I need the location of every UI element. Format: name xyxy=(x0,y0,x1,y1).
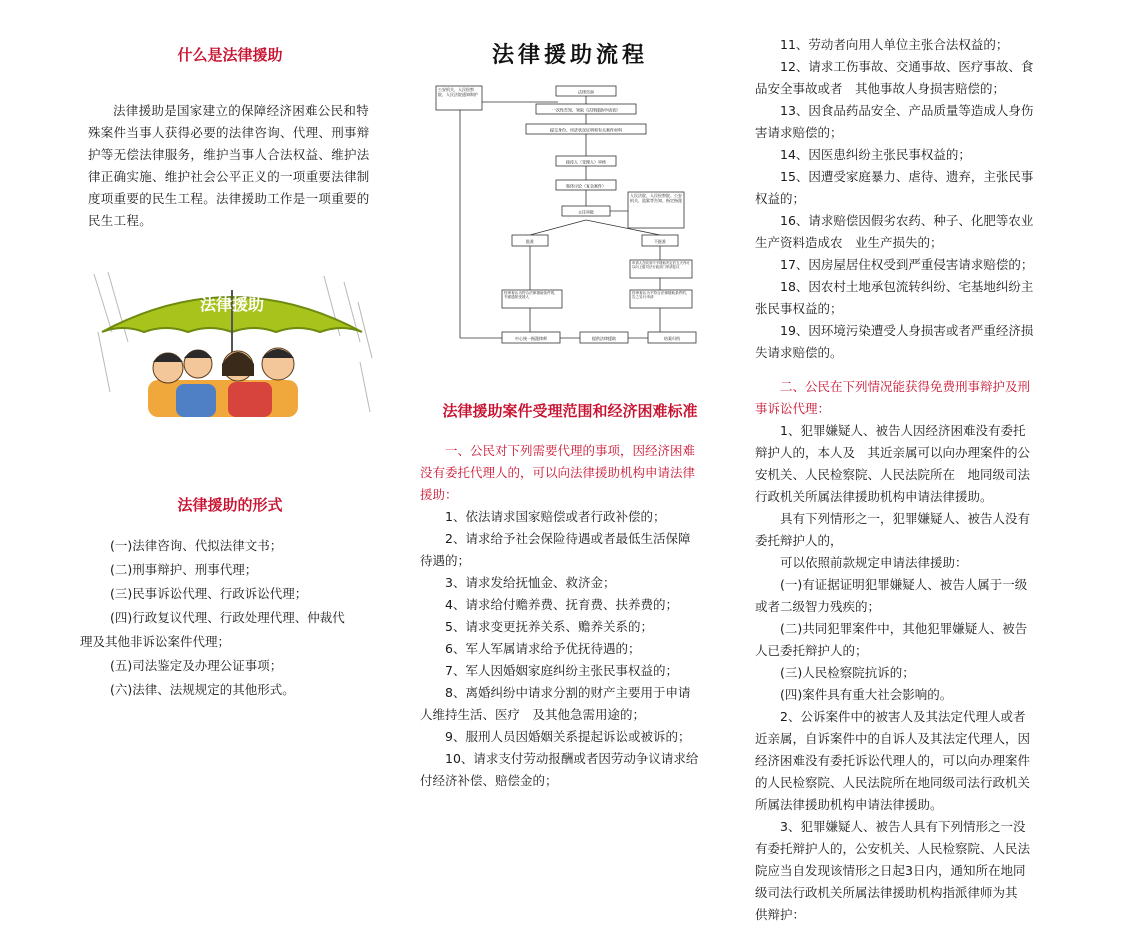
aid-forms-list xyxy=(80,534,380,702)
text-line: 援助： xyxy=(420,487,458,502)
text-line: 10、请求支付劳动报酬或者因劳动争议请求给 xyxy=(445,751,699,766)
text-line: 人维持生活、医疗 及其他急需用途的； xyxy=(420,707,646,722)
umbrella-label: 法律援助 xyxy=(200,295,265,314)
text-line: 近亲属，自诉案件中的自诉人及其法定代理人，因 xyxy=(755,731,1031,746)
text-line: 所属法律援助机构申请法律援助。 xyxy=(755,797,943,812)
text-line: 待遇的； xyxy=(420,553,471,568)
text-line: 12、请求工伤事故、交通事故、医疗事故、食 xyxy=(780,59,1034,74)
text-line: 辩护人的，本人及 其近亲属可以向办理案件的公 xyxy=(755,445,1031,460)
text-line: 2、请求给予社会保险待遇或者最低生活保障 xyxy=(445,531,691,546)
text-line: 事诉讼代理： xyxy=(755,401,831,416)
text-line: 失请求赔偿的。 xyxy=(755,345,843,360)
flow-node: 人民法院、人民检察院、公安机关、监狱等告知、指定指派 xyxy=(630,193,682,203)
text-line: 7、军人因婚姻家庭纠纷主张民事权益的； xyxy=(445,663,678,678)
process-title: 法律援助流程 xyxy=(491,43,648,68)
text-line: 16、请求赔偿因假劣农药、种子、化肥等农业 xyxy=(780,213,1034,228)
legal-aid-intro: 法律援助是国家建立的保障经济困难公民和特殊案件当事人获得必要的法律咨询、代理、刑事辩护等无偿法律服务，维护当事人合法权益、维护法律正确实施、维护社会公平正义的一项重要法律制度项重要的民生工程。法律援助工作是一项重要的民生工程。 xyxy=(88,103,370,228)
family-figures xyxy=(148,348,298,417)
text-line: 的人民检察院、人民法院所在地同级司法行政机关 xyxy=(755,775,1031,790)
flow-node: 批准 xyxy=(526,239,534,244)
list-item: (二)刑事辩护、刑事代理； xyxy=(110,562,258,577)
what-is-legal-aid-title: 什么是法律援助 xyxy=(177,46,283,64)
text-line: 人已委托辩护人的； xyxy=(755,643,868,658)
flow-node: 提供法律援助 xyxy=(592,336,616,341)
text-line: 6、军人军属请求给予优抚待遇的； xyxy=(445,641,641,656)
text-line: 二、公民在下列情况能获得免费刑事辩护及刑 xyxy=(780,379,1031,394)
text-line: 生产资料造成农 业生产损失的； xyxy=(755,235,943,250)
list-item: (五)司法鉴定及办理公证事项； xyxy=(110,658,283,673)
text-line: 18、因农村土地承包流转纠纷、宅基地纠纷主 xyxy=(780,279,1034,294)
text-line: 8、离婚纠纷中请求分割的财产主要用于申请 xyxy=(445,685,691,700)
list-item: (三)民事诉讼代理、行政诉讼代理； xyxy=(110,586,308,601)
text-line: 或者二级智力残疾的； xyxy=(755,599,881,614)
text-line: (三)人民检察院抗诉的； xyxy=(780,665,915,680)
flow-node: 经审查认为符合法律援助条件的，书面通知受援人 xyxy=(504,291,558,300)
text-line: 19、因环境污染遭受人身损害或者严重经济损 xyxy=(780,323,1034,338)
flow-node: 经审查认为不符合法律援助条件的，告之另行申请 xyxy=(632,291,690,300)
flow-node: 中心统一指派律师 xyxy=(515,336,547,341)
text-line: 可以依照前款规定申请法律援助： xyxy=(780,555,968,570)
text-line: 级司法行政机关所属法律援助机构指派律师为其 xyxy=(755,885,1018,900)
criminal-aid-text xyxy=(755,34,1065,926)
text-line: 17、因房屋居住权受到严重侵害请求赔偿的； xyxy=(780,257,1034,272)
text-line: 害请求赔偿的； xyxy=(755,125,843,140)
aid-forms-title: 法律援助的形式 xyxy=(177,496,283,514)
text-line: 15、因遭受家庭暴力、虐待、遗弃，主张民事 xyxy=(780,169,1034,184)
text-line: 2、公诉案件中的被害人及其法定代理人或者 xyxy=(780,709,1026,724)
text-line: 行政机关所属法律援助机构申请法律援助。 xyxy=(755,489,993,504)
text-line: 经济困难没有委托诉讼代理人的，可以向办理案件 xyxy=(755,753,1031,768)
text-line: 没有委托代理人的，可以向法律援助机构申请法律 xyxy=(420,465,696,480)
text-line: (二)共同犯罪案件中，其他犯罪嫌疑人、被告 xyxy=(780,621,1028,636)
text-line: 3、请求发给抚恤金、救济金； xyxy=(445,575,616,590)
flow-node: 公安机关、人民检察院、人民法院通知辩护 xyxy=(438,87,478,97)
text-line: 院应当自发现该情形之日起3日内，通知所在地同 xyxy=(755,863,1026,878)
list-item: (四)行政复议代理、行政处理代理、仲裁代 xyxy=(110,610,345,625)
text-line: 1、犯罪嫌疑人、被告人因经济困难没有委托 xyxy=(780,423,1026,438)
text-line: 付经济补偿、赔偿金的； xyxy=(420,773,558,788)
text-line: 供辩护： xyxy=(755,907,806,922)
spacer xyxy=(755,364,1065,376)
flow-node: 法律咨询 xyxy=(578,89,594,95)
text-line: 一、公民对下列需要代理的事项，因经济困难 xyxy=(445,443,696,458)
text-line: 5、请求变更抚养关系、赡养关系的； xyxy=(445,619,653,634)
text-line: 11、劳动者向用人单位主张合法权益的； xyxy=(780,37,1009,52)
flow-node: 不批准 xyxy=(654,239,666,244)
flow-node: 结案归档 xyxy=(664,336,680,341)
list-item: 理及其他非诉讼案件代理； xyxy=(80,634,231,649)
text-line: 张民事权益的； xyxy=(755,301,843,316)
list-item: (六)法律、法规规定的其他形式。 xyxy=(110,682,295,697)
flow-node: 一次性告知，领取《法律援助申请表》 xyxy=(552,107,620,113)
text-line: 1、依法请求国家赔偿或者行政补偿的； xyxy=(445,509,666,524)
list-item: (一)法律咨询、代拟法律文书； xyxy=(110,538,283,553)
process-flowchart xyxy=(430,80,730,350)
scope-text xyxy=(420,440,730,792)
flow-node: 申请人在收到不予援助决定后五天内可以向上级司法行政部门申请复议 xyxy=(632,261,690,270)
text-line: 委托辩护人的， xyxy=(755,533,843,548)
text-line: (一)有证据证明犯罪嫌疑人、被告人属于一级 xyxy=(780,577,1028,592)
text-line: 安机关、人民检察院、人民法院所在 地同级司法 xyxy=(755,467,1031,482)
text-line: 具有下列情形之一，犯罪嫌疑人、被告人没有 xyxy=(780,511,1031,526)
text-line: 3、犯罪嫌疑人、被告人具有下列情形之一没 xyxy=(780,819,1026,834)
text-line: (四)案件具有重大社会影响的。 xyxy=(780,687,953,702)
flow-node: 提交身份、经济状况证明和有关案件材料 xyxy=(550,127,622,133)
flow-node: 集体讨论（复杂案件） xyxy=(566,183,606,189)
text-line: 9、服刑人员因婚姻关系提起诉讼或被诉的； xyxy=(445,729,691,744)
text-line: 4、请求给付赡养费、抚育费、扶养费的； xyxy=(445,597,678,612)
flow-node: 接待人（受理人）审核 xyxy=(566,159,606,165)
umbrella-illustration xyxy=(88,272,376,417)
text-line: 权益的； xyxy=(755,191,806,206)
text-line: 13、因食品药品安全、产品质量等造成人身伤 xyxy=(780,103,1034,118)
text-line: 有委托辩护人的，公安机关、人民检察院、人民法 xyxy=(755,841,1031,856)
text-line: 品安全事故或者 其他事故人身损害赔偿的； xyxy=(755,81,1006,96)
flow-node: 主任审批 xyxy=(578,209,594,215)
text-line: 14、因医患纠纷主张民事权益的； xyxy=(780,147,971,162)
scope-subtitle: 法律援助案件受理范围和经济困难标准 xyxy=(442,402,698,420)
